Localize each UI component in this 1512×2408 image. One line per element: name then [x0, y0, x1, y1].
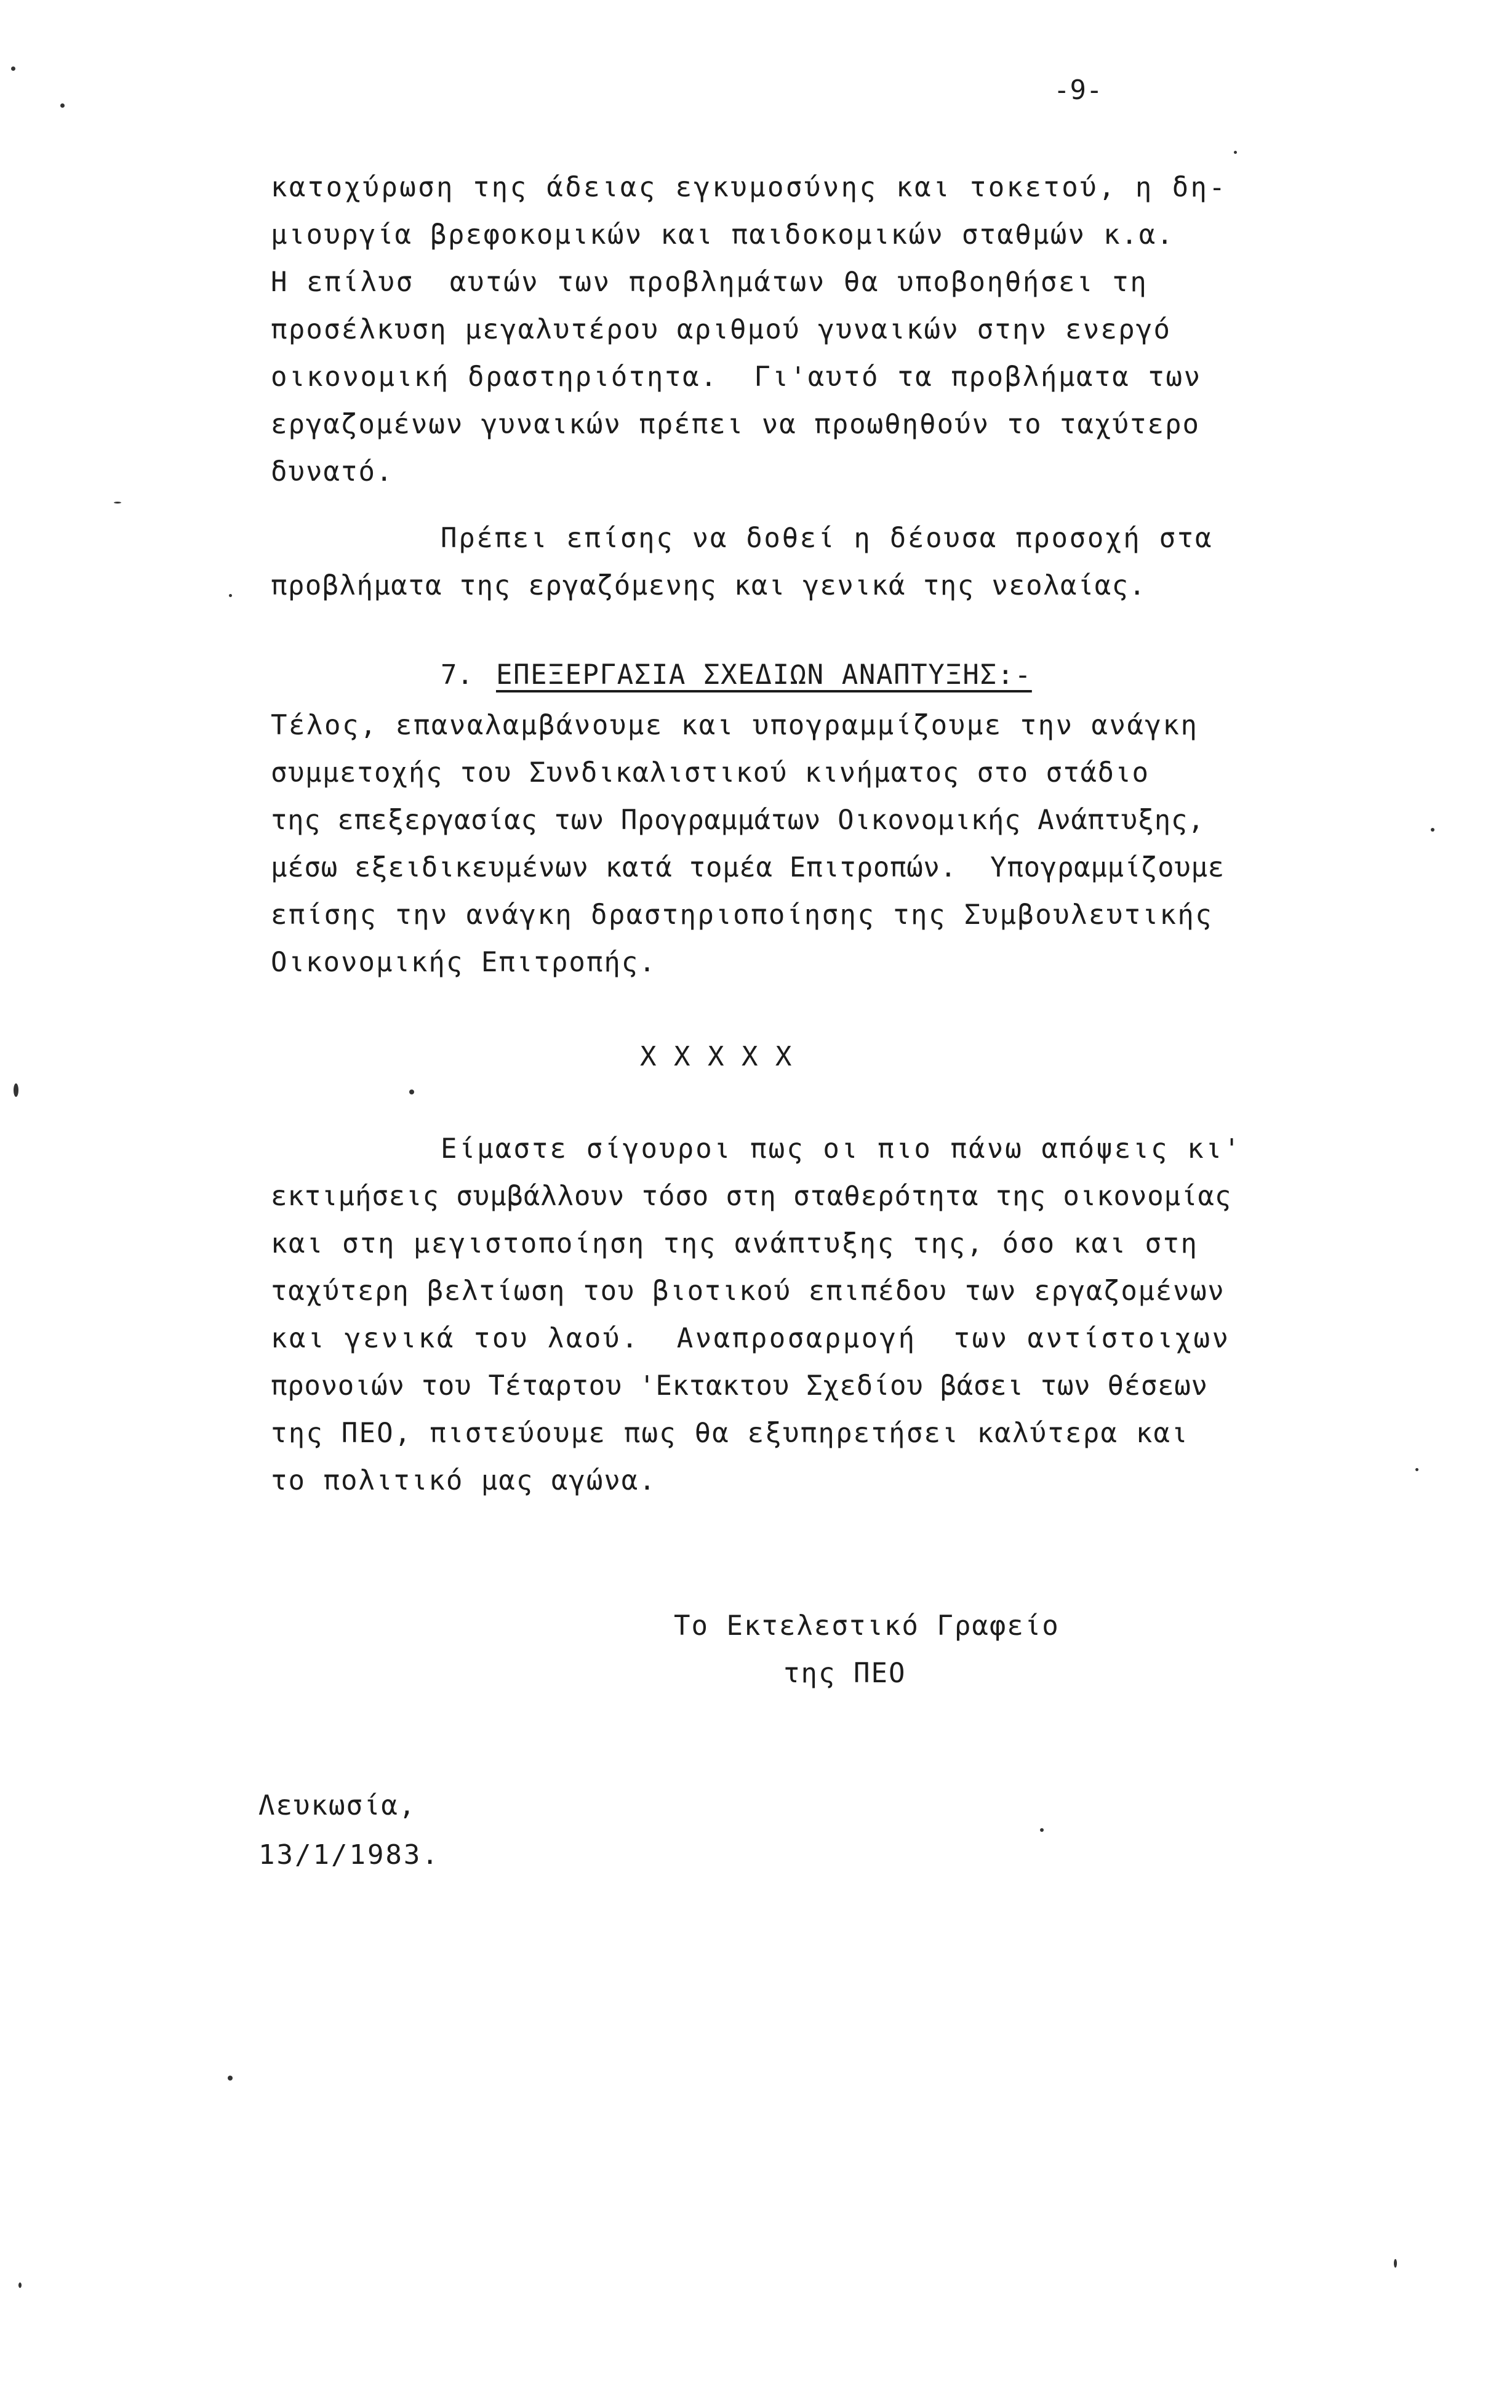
scan-speck: [409, 1090, 414, 1094]
text-line: εργαζομένων γυναικών πρέπει να προωθηθούν το ταχύτερο: [271, 409, 1200, 440]
text-line: της επεξεργασίας των Προγραμμάτων Οικονομικής Ανάπτυξης,: [271, 805, 1205, 836]
section-number: 7.: [441, 659, 473, 691]
text-line: και στη μεγιστοποίηση της ανάπτυξης της, όσο και στη: [271, 1228, 1199, 1259]
scan-speck: [1431, 828, 1434, 832]
text-line: μιουργία βρεφοκομικών και παιδοκομικών σταθμών κ.α.: [271, 219, 1175, 251]
section-heading: ΕΠΕΞΕΡΓΑΣΙΑ ΣΧΕΔΙΩΝ ΑΝΑΠΤΥΞΗΣ:-: [496, 659, 1032, 691]
scan-speck: [228, 2076, 233, 2081]
text-line: συμμετοχής του Συνδικαλιστικού κινήματος στο στάδιο: [271, 757, 1150, 789]
text-line: Η επίλυσ αυτών των προβλημάτων θα υποβοηθήσει τη: [271, 267, 1148, 298]
scan-speck: [1415, 1468, 1418, 1471]
scan-speck: [229, 594, 232, 597]
scan-speck: [1234, 151, 1237, 154]
text-line: μέσω εξειδικευμένων κατά τομέα Επιτροπών. Υπογραμμίζουμε: [271, 852, 1225, 883]
scan-speck: [1394, 2259, 1397, 2268]
scan-speck: [18, 2282, 22, 2288]
page-number: -9-: [1054, 74, 1103, 106]
scan-speck: [114, 502, 121, 504]
text-line: το πολιτικό μας αγώνα.: [271, 1465, 657, 1496]
text-line: και γενικά του λαού. Αναπροσαρμογή των αντίστοιχων: [271, 1323, 1231, 1354]
text-line: Πρέπει επίσης να δοθεί η δέουσα προσοχή στα: [441, 523, 1214, 554]
text-line: ταχύτερη βελτίωση του βιοτικού επιπέδου των εργαζομένων: [271, 1275, 1225, 1307]
scan-speck: [14, 1083, 18, 1097]
text-line: προσέλκυση μεγαλυτέρου αριθμού γυναικών στην ενεργό: [271, 314, 1172, 345]
text-line: δυνατό.: [271, 456, 394, 488]
date: 13/1/1983.: [258, 1839, 440, 1871]
text-line: επίσης την ανάγκη δραστηριοποίησης της Συμβουλευτικής: [271, 899, 1214, 931]
text-line: Τέλος, επαναλαμβάνουμε και υπογραμμίζουμε την ανάγκη: [271, 710, 1199, 741]
text-line: Είμαστε σίγουροι πως οι πιο πάνω απόψεις κι': [441, 1133, 1242, 1165]
text-line: οικονομική δραστηριότητα. Γι'αυτό τα προβλήματα των: [271, 361, 1202, 393]
scan-speck: [11, 66, 15, 71]
signature-line: της ΠΕΟ: [783, 1658, 906, 1689]
place: Λευκωσία,: [258, 1790, 417, 1821]
text-line: κατοχύρωση της άδειας εγκυμοσύνης και τοκετού, η δη-: [271, 172, 1228, 203]
signature-line: Το Εκτελεστικό Γραφείο: [674, 1610, 1060, 1642]
scan-speck: [1040, 1828, 1044, 1832]
separator: X X X X X: [640, 1041, 793, 1072]
text-line: προνοιών του Τέταρτου 'Εκτακτου Σχεδίου βάσει των θέσεων: [271, 1370, 1208, 1402]
text-line: εκτιμήσεις συμβάλλουν τόσο στη σταθερότητα της οικονομίας: [271, 1181, 1232, 1212]
scan-speck: [60, 103, 65, 108]
text-line: προβλήματα της εργαζόμενης και γενικά της νεολαίας.: [271, 570, 1146, 601]
text-line: της ΠΕΟ, πιστεύουμε πως θα εξυπηρετήσει καλύτερα και: [271, 1418, 1189, 1449]
text-line: Οικονομικής Επιτροπής.: [271, 947, 657, 978]
